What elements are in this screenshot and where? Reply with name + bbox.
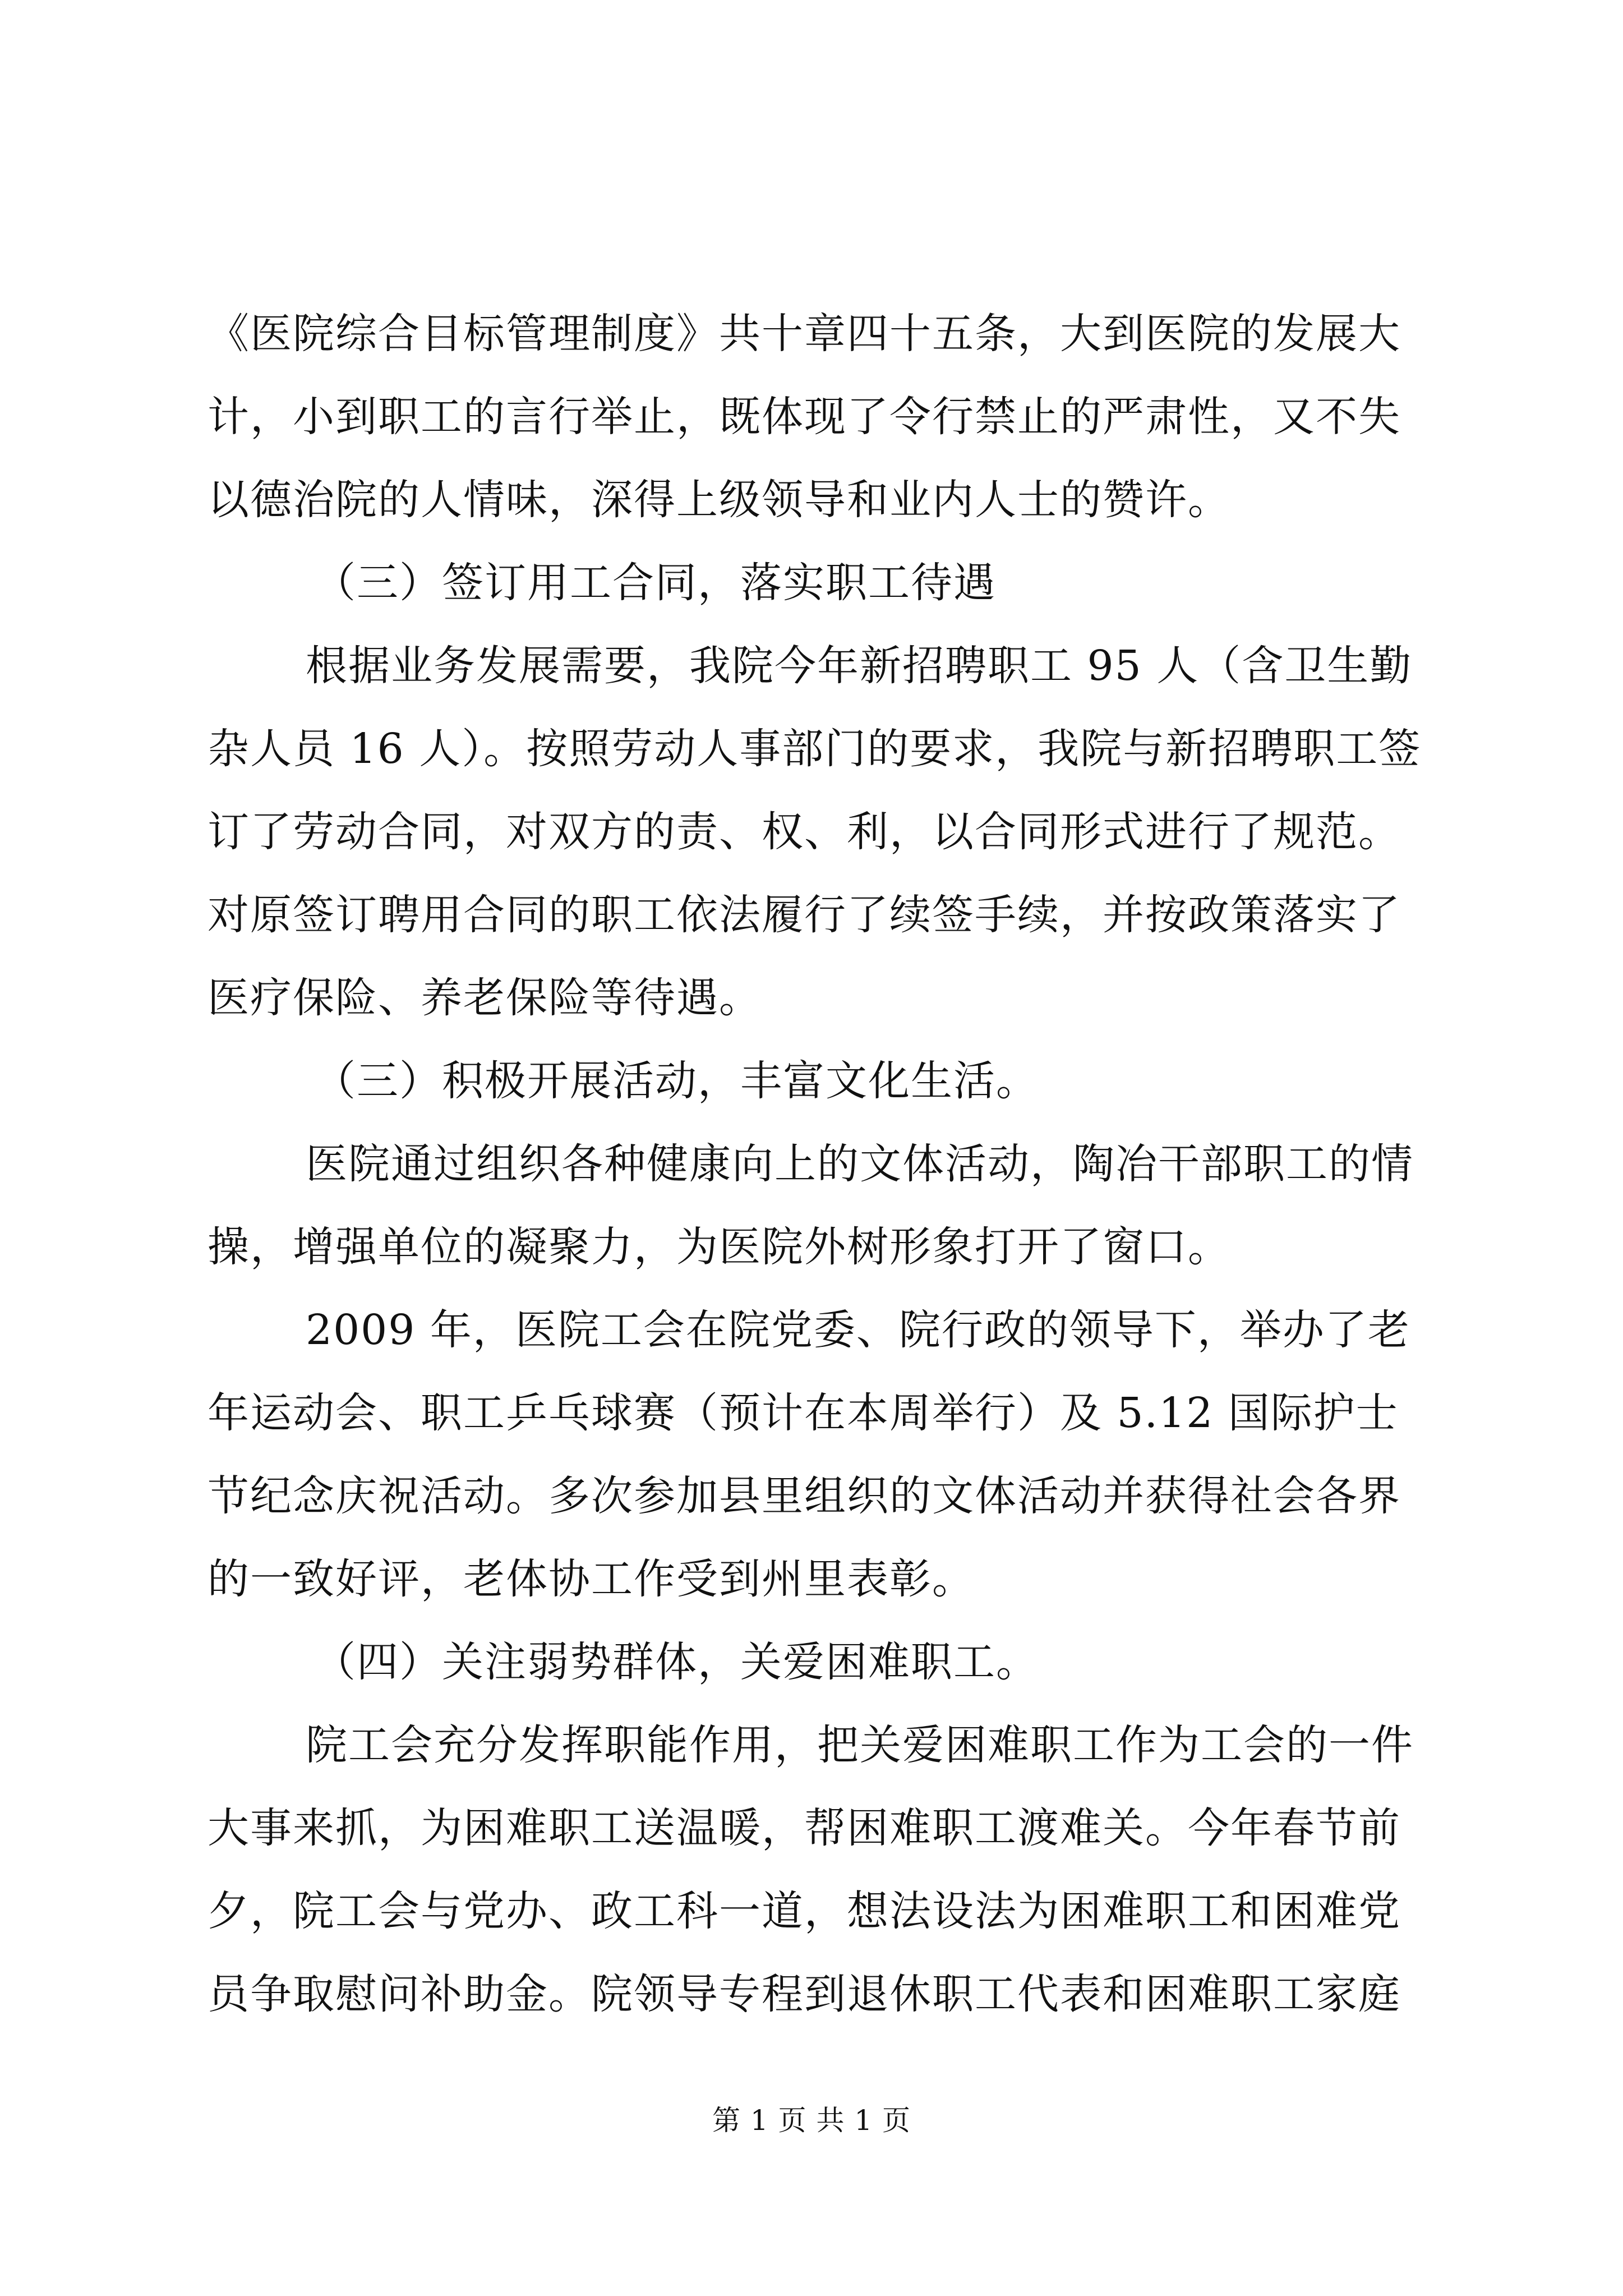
- text-line: [0, 701, 1623, 797]
- text-line: [0, 1365, 1623, 1461]
- page-footer: [0, 2098, 1623, 2143]
- line-text: 对原签订聘用合同的职工依法履行了续签手续，并按政策落实了: [208, 891, 1401, 939]
- line-text: 医疗保险、养老保险等待遇。: [208, 974, 762, 1022]
- section-heading: [0, 1033, 1623, 1129]
- text-line: [0, 369, 1623, 464]
- section-heading: [0, 1614, 1623, 1710]
- line-text: 医院通过组织各种健康向上的文体活动，陶冶干部职工的情: [306, 1140, 1414, 1188]
- line-text: 2009 年，医院工会在院党委、院行政的领导下，举办了老: [306, 1306, 1410, 1354]
- line-text: 节纪念庆祝活动。多次参加县里组织的文体活动并获得社会各界: [208, 1472, 1401, 1520]
- line-text: 根据业务发展需要，我院今年新招聘职工 95 人（含卫生勤: [306, 642, 1413, 690]
- text-line: [0, 950, 1623, 1046]
- line-text: 的一致好评，老体协工作受到州里表彰。: [208, 1555, 975, 1603]
- line-text: 计，小到职工的言行举止，既体现了令行禁止的严肃性，又不失: [208, 393, 1401, 441]
- text-line: [0, 1864, 1623, 1959]
- text-line: [0, 867, 1623, 963]
- line-text: 年运动会、职工乒乓球赛（预计在本周举行）及 5.12 国际护士: [208, 1389, 1399, 1437]
- line-text: 《医院综合目标管理制度》共十章四十五条，大到医院的发展大: [208, 310, 1401, 358]
- heading-text: （四）关注弱势群体，关爱困难职工。: [314, 1638, 1039, 1686]
- line-text: 操，增强单位的凝聚力，为医院外树形象打开了窗口。: [208, 1223, 1230, 1271]
- text-line: [0, 1116, 1623, 1212]
- section-heading: [0, 535, 1623, 631]
- text-line: [0, 1947, 1623, 2042]
- text-line: [0, 1448, 1623, 1544]
- text-line: [0, 1282, 1623, 1378]
- line-text: 以德治院的人情味，深得上级领导和业内人士的赞许。: [208, 476, 1230, 524]
- heading-text: （三）签订用工合同，落实职工待遇: [314, 559, 996, 607]
- text-line: [0, 618, 1623, 714]
- text-line: [0, 784, 1623, 880]
- line-text: 夕，院工会与党办、政工科一道，想法设法为困难职工和困难党: [208, 1887, 1401, 1935]
- line-text: 院工会充分发挥职能作用，把关爱困难职工作为工会的一件: [306, 1721, 1414, 1769]
- text-line: [0, 1697, 1623, 1793]
- heading-text: （三）积极开展活动，丰富文化生活。: [314, 1057, 1039, 1105]
- text-line: [0, 452, 1623, 547]
- text-line: [0, 1199, 1623, 1295]
- line-text: 大事来抓，为困难职工送温暖，帮困难职工渡难关。今年春节前: [208, 1804, 1401, 1852]
- line-text: 订了劳动合同，对双方的责、权、利，以合同形式进行了规范。: [208, 808, 1401, 856]
- line-text: 员争取慰问补助金。院领导专程到退休职工代表和困难职工家庭: [208, 1970, 1401, 2018]
- line-text: 杂人员 16 人）。按照劳动人事部门的要求，我院与新招聘职工签: [208, 725, 1422, 773]
- text-line: [0, 1780, 1623, 1876]
- text-line: [0, 1531, 1623, 1627]
- text-line: [0, 286, 1623, 381]
- page-number-label: 第 1 页 共 1 页: [712, 2104, 911, 2137]
